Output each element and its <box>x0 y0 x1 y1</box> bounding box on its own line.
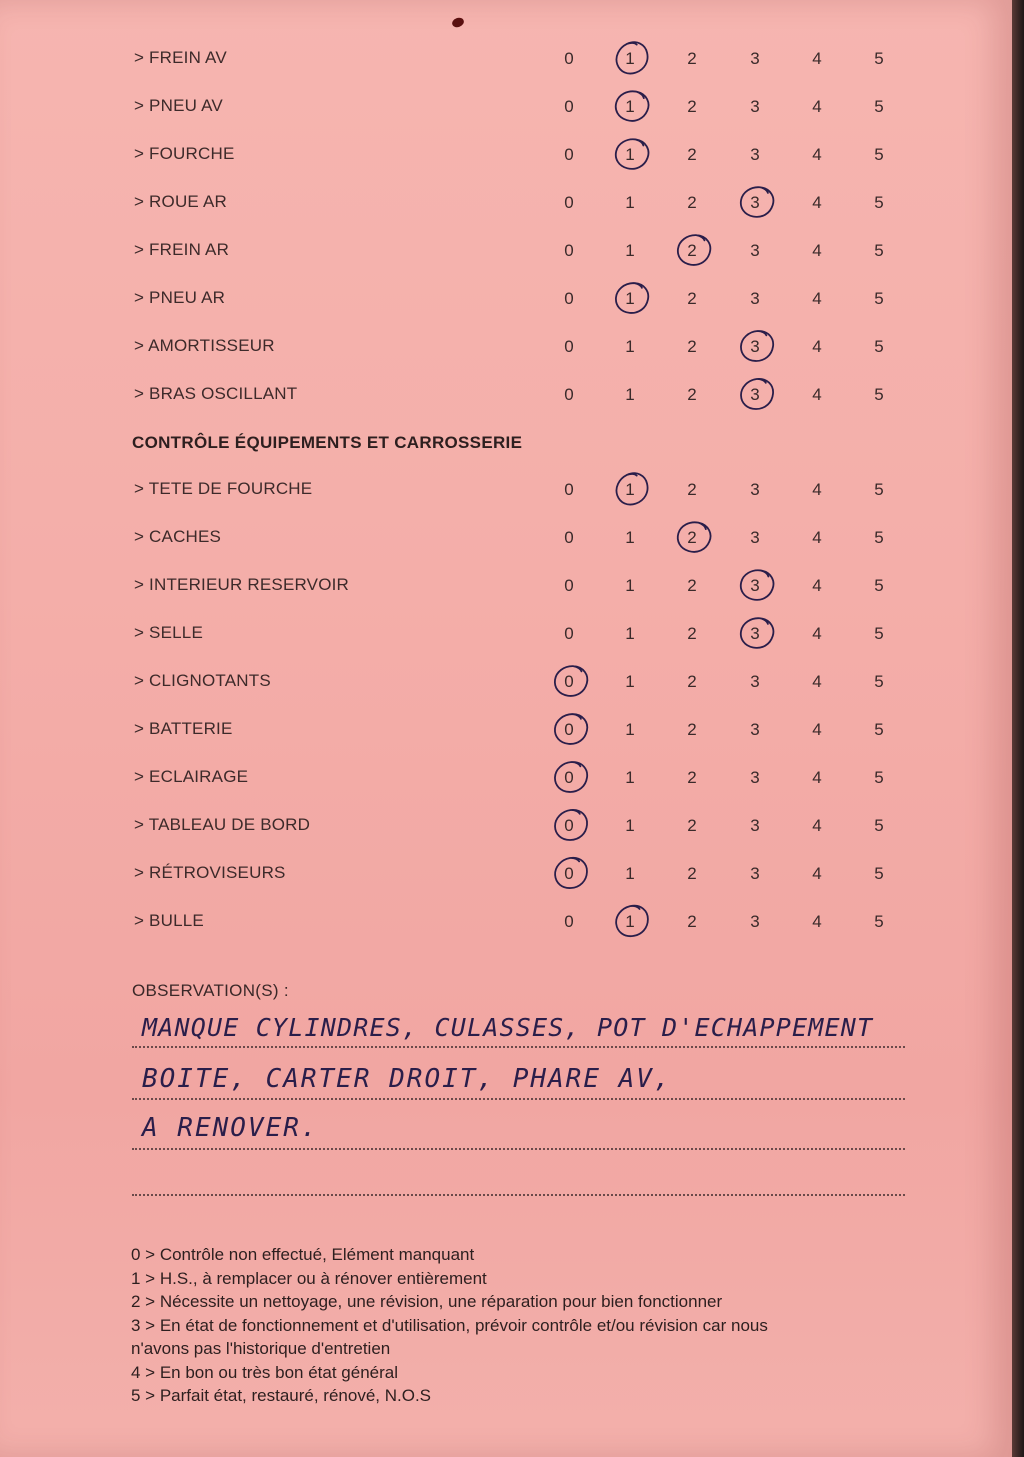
rating-row <box>0 715 1000 745</box>
legend-item: 2 > Nécessite un nettoyage, une révision, une réparation pour bien fonctionner <box>131 1292 723 1311</box>
score-option[interactable]: 3 <box>750 912 760 931</box>
hand-drawn-circle-mark <box>675 232 709 266</box>
score-option[interactable]: 3 <box>750 385 760 404</box>
score-option[interactable]: 0 <box>564 576 574 595</box>
score-option[interactable]: 3 <box>750 576 760 595</box>
rating-row <box>0 763 1000 793</box>
rating-row-label: > AMORTISSEUR <box>134 336 275 355</box>
hand-drawn-circle-mark <box>552 855 586 889</box>
score-option[interactable]: 5 <box>874 672 884 691</box>
score-option[interactable]: 2 <box>687 337 697 356</box>
score-option[interactable]: 5 <box>874 145 884 164</box>
score-option[interactable]: 0 <box>564 193 574 212</box>
rating-row <box>0 523 1000 553</box>
score-option[interactable]: 4 <box>812 97 822 116</box>
score-option[interactable]: 0 <box>564 337 574 356</box>
score-option[interactable]: 3 <box>750 480 760 499</box>
observation-line-2 <box>132 1098 905 1100</box>
legend-item: 1 > H.S., à remplacer ou à rénover entièrement <box>131 1268 487 1288</box>
score-option[interactable]: 1 <box>625 672 635 691</box>
score-option[interactable]: 1 <box>625 145 635 164</box>
legend-item: 5 > Parfait état, restauré, rénové, N.O.S <box>131 1386 432 1405</box>
rating-row <box>0 140 1000 170</box>
score-option[interactable]: 0 <box>564 145 574 164</box>
hand-drawn-circle-mark <box>613 88 647 122</box>
score-option[interactable]: 4 <box>812 912 822 931</box>
score-option[interactable]: 0 <box>564 49 574 68</box>
rating-row <box>0 44 1000 74</box>
rating-row <box>0 475 1000 505</box>
score-option[interactable]: 3 <box>750 768 760 787</box>
score-option[interactable]: 2 <box>687 576 697 595</box>
score-option[interactable]: 1 <box>625 480 635 499</box>
score-option[interactable]: 2 <box>687 49 697 68</box>
score-option[interactable]: 1 <box>625 97 635 116</box>
score-option[interactable]: 5 <box>874 289 884 308</box>
score-option[interactable]: 4 <box>812 145 822 164</box>
hand-drawn-circle-mark <box>738 328 772 362</box>
score-option[interactable]: 1 <box>625 864 635 883</box>
hand-drawn-circle-mark <box>738 184 772 218</box>
score-option[interactable]: 1 <box>625 528 635 547</box>
score-option[interactable]: 0 <box>564 768 574 787</box>
score-option[interactable]: 3 <box>750 528 760 547</box>
score-option[interactable]: 0 <box>564 816 574 835</box>
score-option[interactable]: 3 <box>750 193 760 212</box>
score-option[interactable]: 0 <box>564 97 574 116</box>
page-edge-shadow <box>1012 0 1024 1457</box>
score-option[interactable]: 2 <box>687 145 697 164</box>
score-option[interactable]: 0 <box>564 289 574 308</box>
observation-text-3: A RENOVER. <box>142 1113 319 1143</box>
score-option[interactable]: 0 <box>564 624 574 643</box>
score-option[interactable]: 2 <box>687 385 697 404</box>
rating-row-label: > CACHES <box>134 527 222 546</box>
score-option[interactable]: 4 <box>812 720 822 739</box>
score-option[interactable]: 1 <box>625 576 635 595</box>
score-option[interactable]: 2 <box>687 480 697 499</box>
hand-drawn-circle-mark <box>613 136 647 170</box>
score-option[interactable]: 4 <box>812 241 822 260</box>
hand-drawn-circle-mark <box>613 280 647 314</box>
score-option[interactable]: 0 <box>564 864 574 883</box>
rating-row-label: > ROUE AR <box>134 192 227 211</box>
score-option[interactable]: 1 <box>625 912 635 931</box>
score-option[interactable]: 5 <box>874 576 884 595</box>
score-option[interactable]: 5 <box>874 193 884 212</box>
score-option[interactable]: 0 <box>564 720 574 739</box>
score-option[interactable]: 0 <box>564 480 574 499</box>
score-option[interactable]: 4 <box>812 289 822 308</box>
rating-row <box>0 907 1000 937</box>
legend-item: n'avons pas l'historique d'entretien <box>131 1339 391 1358</box>
hand-drawn-circle-mark <box>613 471 647 505</box>
rating-row <box>0 332 1000 362</box>
legend-item: 3 > En état de fonctionnement et d'utilisation, prévoir contrôle et/ou révision car nous <box>131 1315 768 1335</box>
legend-item: 4 > En bon ou très bon état général <box>131 1362 399 1382</box>
hand-drawn-circle-mark <box>552 807 586 841</box>
rating-row-label: > PNEU AV <box>134 96 223 115</box>
score-option[interactable]: 2 <box>687 241 697 260</box>
score-option[interactable]: 2 <box>687 624 697 643</box>
score-option[interactable]: 5 <box>874 385 884 404</box>
score-option[interactable]: 1 <box>625 241 635 260</box>
score-option[interactable]: 2 <box>687 864 697 883</box>
score-option[interactable]: 1 <box>625 624 635 643</box>
observation-line-3 <box>132 1148 905 1150</box>
hand-drawn-circle-mark <box>738 615 772 649</box>
rating-row <box>0 619 1000 649</box>
rating-row <box>0 380 1000 410</box>
score-option[interactable]: 1 <box>625 768 635 787</box>
rating-row-label: > INTERIEUR RESERVOIR <box>134 575 350 594</box>
score-option[interactable]: 2 <box>687 768 697 787</box>
score-option[interactable]: 3 <box>750 672 760 691</box>
observation-line-4 <box>132 1194 905 1196</box>
score-option[interactable]: 4 <box>812 49 822 68</box>
score-option[interactable]: 3 <box>750 49 760 68</box>
score-option[interactable]: 4 <box>812 864 822 883</box>
score-option[interactable]: 5 <box>874 97 884 116</box>
rating-row-label: > BULLE <box>134 911 204 930</box>
score-option[interactable]: 4 <box>812 385 822 404</box>
score-option[interactable]: 4 <box>812 193 822 212</box>
score-option[interactable]: 3 <box>750 624 760 643</box>
score-option[interactable]: 3 <box>750 145 760 164</box>
score-option[interactable]: 5 <box>874 337 884 356</box>
score-option[interactable]: 3 <box>750 864 760 883</box>
rating-row-label: > PNEU AR <box>134 288 226 307</box>
rating-row-label: > FOURCHE <box>134 144 235 163</box>
score-option[interactable]: 4 <box>812 816 822 835</box>
rating-row <box>0 236 1000 266</box>
rating-row <box>0 92 1000 122</box>
score-option[interactable]: 1 <box>625 49 635 68</box>
hand-drawn-circle-mark <box>552 663 586 697</box>
score-option[interactable]: 0 <box>564 672 574 691</box>
rating-row-label: > FREIN AV <box>134 48 227 67</box>
rating-row <box>0 571 1000 601</box>
score-option[interactable]: 2 <box>687 528 697 547</box>
score-option[interactable]: 5 <box>874 912 884 931</box>
score-option[interactable]: 0 <box>564 241 574 260</box>
score-option[interactable]: 1 <box>625 385 635 404</box>
rating-row-label: > TABLEAU DE BORD <box>134 815 311 834</box>
score-option[interactable]: 2 <box>687 720 697 739</box>
score-option[interactable]: 4 <box>812 337 822 356</box>
score-option[interactable]: 3 <box>750 241 760 260</box>
score-option[interactable]: 4 <box>812 528 822 547</box>
observations-label: OBSERVATION(S) : <box>132 981 289 1000</box>
observation-text-1: MANQUE CYLINDRES, CULASSES, POT D'ECHAPPEMENT <box>142 1013 874 1042</box>
score-option[interactable]: 5 <box>874 528 884 547</box>
rating-row-label: > BATTERIE <box>134 719 233 738</box>
score-option[interactable]: 2 <box>687 289 697 308</box>
score-option[interactable]: 2 <box>687 816 697 835</box>
score-option[interactable]: 4 <box>812 576 822 595</box>
score-option[interactable]: 0 <box>564 528 574 547</box>
score-option[interactable]: 1 <box>625 337 635 356</box>
rating-row <box>0 188 1000 218</box>
score-option[interactable]: 2 <box>687 97 697 116</box>
ink-stain <box>451 16 465 29</box>
score-option[interactable]: 3 <box>750 289 760 308</box>
hand-drawn-circle-mark <box>552 759 586 793</box>
hand-drawn-circle-mark <box>738 567 772 601</box>
score-option[interactable]: 2 <box>687 912 697 931</box>
hand-drawn-circle-mark <box>613 40 647 74</box>
observation-line-1 <box>132 1046 905 1048</box>
rating-row-label: > ECLAIRAGE <box>134 767 249 786</box>
score-option[interactable]: 1 <box>625 289 635 308</box>
hand-drawn-circle-mark <box>613 903 647 937</box>
score-option[interactable]: 4 <box>812 624 822 643</box>
score-option[interactable]: 3 <box>750 816 760 835</box>
rating-row-label: > FREIN AR <box>134 240 230 259</box>
rating-row-label: > CLIGNOTANTS <box>134 671 271 690</box>
score-option[interactable]: 3 <box>750 97 760 116</box>
legend <box>131 1243 901 1408</box>
score-option[interactable]: 1 <box>625 720 635 739</box>
score-option[interactable]: 3 <box>750 337 760 356</box>
hand-drawn-circle-mark <box>675 519 709 553</box>
rating-row <box>0 811 1000 841</box>
rating-row <box>0 284 1000 314</box>
score-option[interactable]: 5 <box>874 241 884 260</box>
hand-drawn-circle-mark <box>738 376 772 410</box>
score-option[interactable]: 5 <box>874 864 884 883</box>
score-option[interactable]: 5 <box>874 480 884 499</box>
rating-row-label: > RÉTROVISEURS <box>134 863 286 882</box>
rating-row-label: > TETE DE FOURCHE <box>134 479 313 498</box>
score-option[interactable]: 2 <box>687 193 697 212</box>
score-option[interactable]: 1 <box>625 816 635 835</box>
rating-row <box>0 859 1000 889</box>
observation-text-2: BOITE, CARTER DROIT, PHARE AV, <box>142 1064 672 1094</box>
score-option[interactable]: 0 <box>564 385 574 404</box>
score-option[interactable]: 5 <box>874 720 884 739</box>
score-option[interactable]: 4 <box>812 480 822 499</box>
score-option[interactable]: 4 <box>812 672 822 691</box>
score-option[interactable]: 5 <box>874 768 884 787</box>
score-option[interactable]: 5 <box>874 816 884 835</box>
section-title: CONTRÔLE ÉQUIPEMENTS ET CARROSSERIE <box>132 433 523 452</box>
score-option[interactable]: 5 <box>874 624 884 643</box>
score-option[interactable]: 3 <box>750 720 760 739</box>
score-option[interactable]: 4 <box>812 768 822 787</box>
score-option[interactable]: 2 <box>687 672 697 691</box>
rating-row-label: > SELLE <box>134 623 203 642</box>
hand-drawn-circle-mark <box>552 711 586 745</box>
legend-item: 0 > Contrôle non effectué, Elément manquant <box>131 1245 475 1264</box>
rating-row <box>0 667 1000 697</box>
score-option[interactable]: 5 <box>874 49 884 68</box>
rating-row-label: > BRAS OSCILLANT <box>134 384 298 403</box>
score-option[interactable]: 1 <box>625 193 635 212</box>
score-option[interactable]: 0 <box>564 912 574 931</box>
